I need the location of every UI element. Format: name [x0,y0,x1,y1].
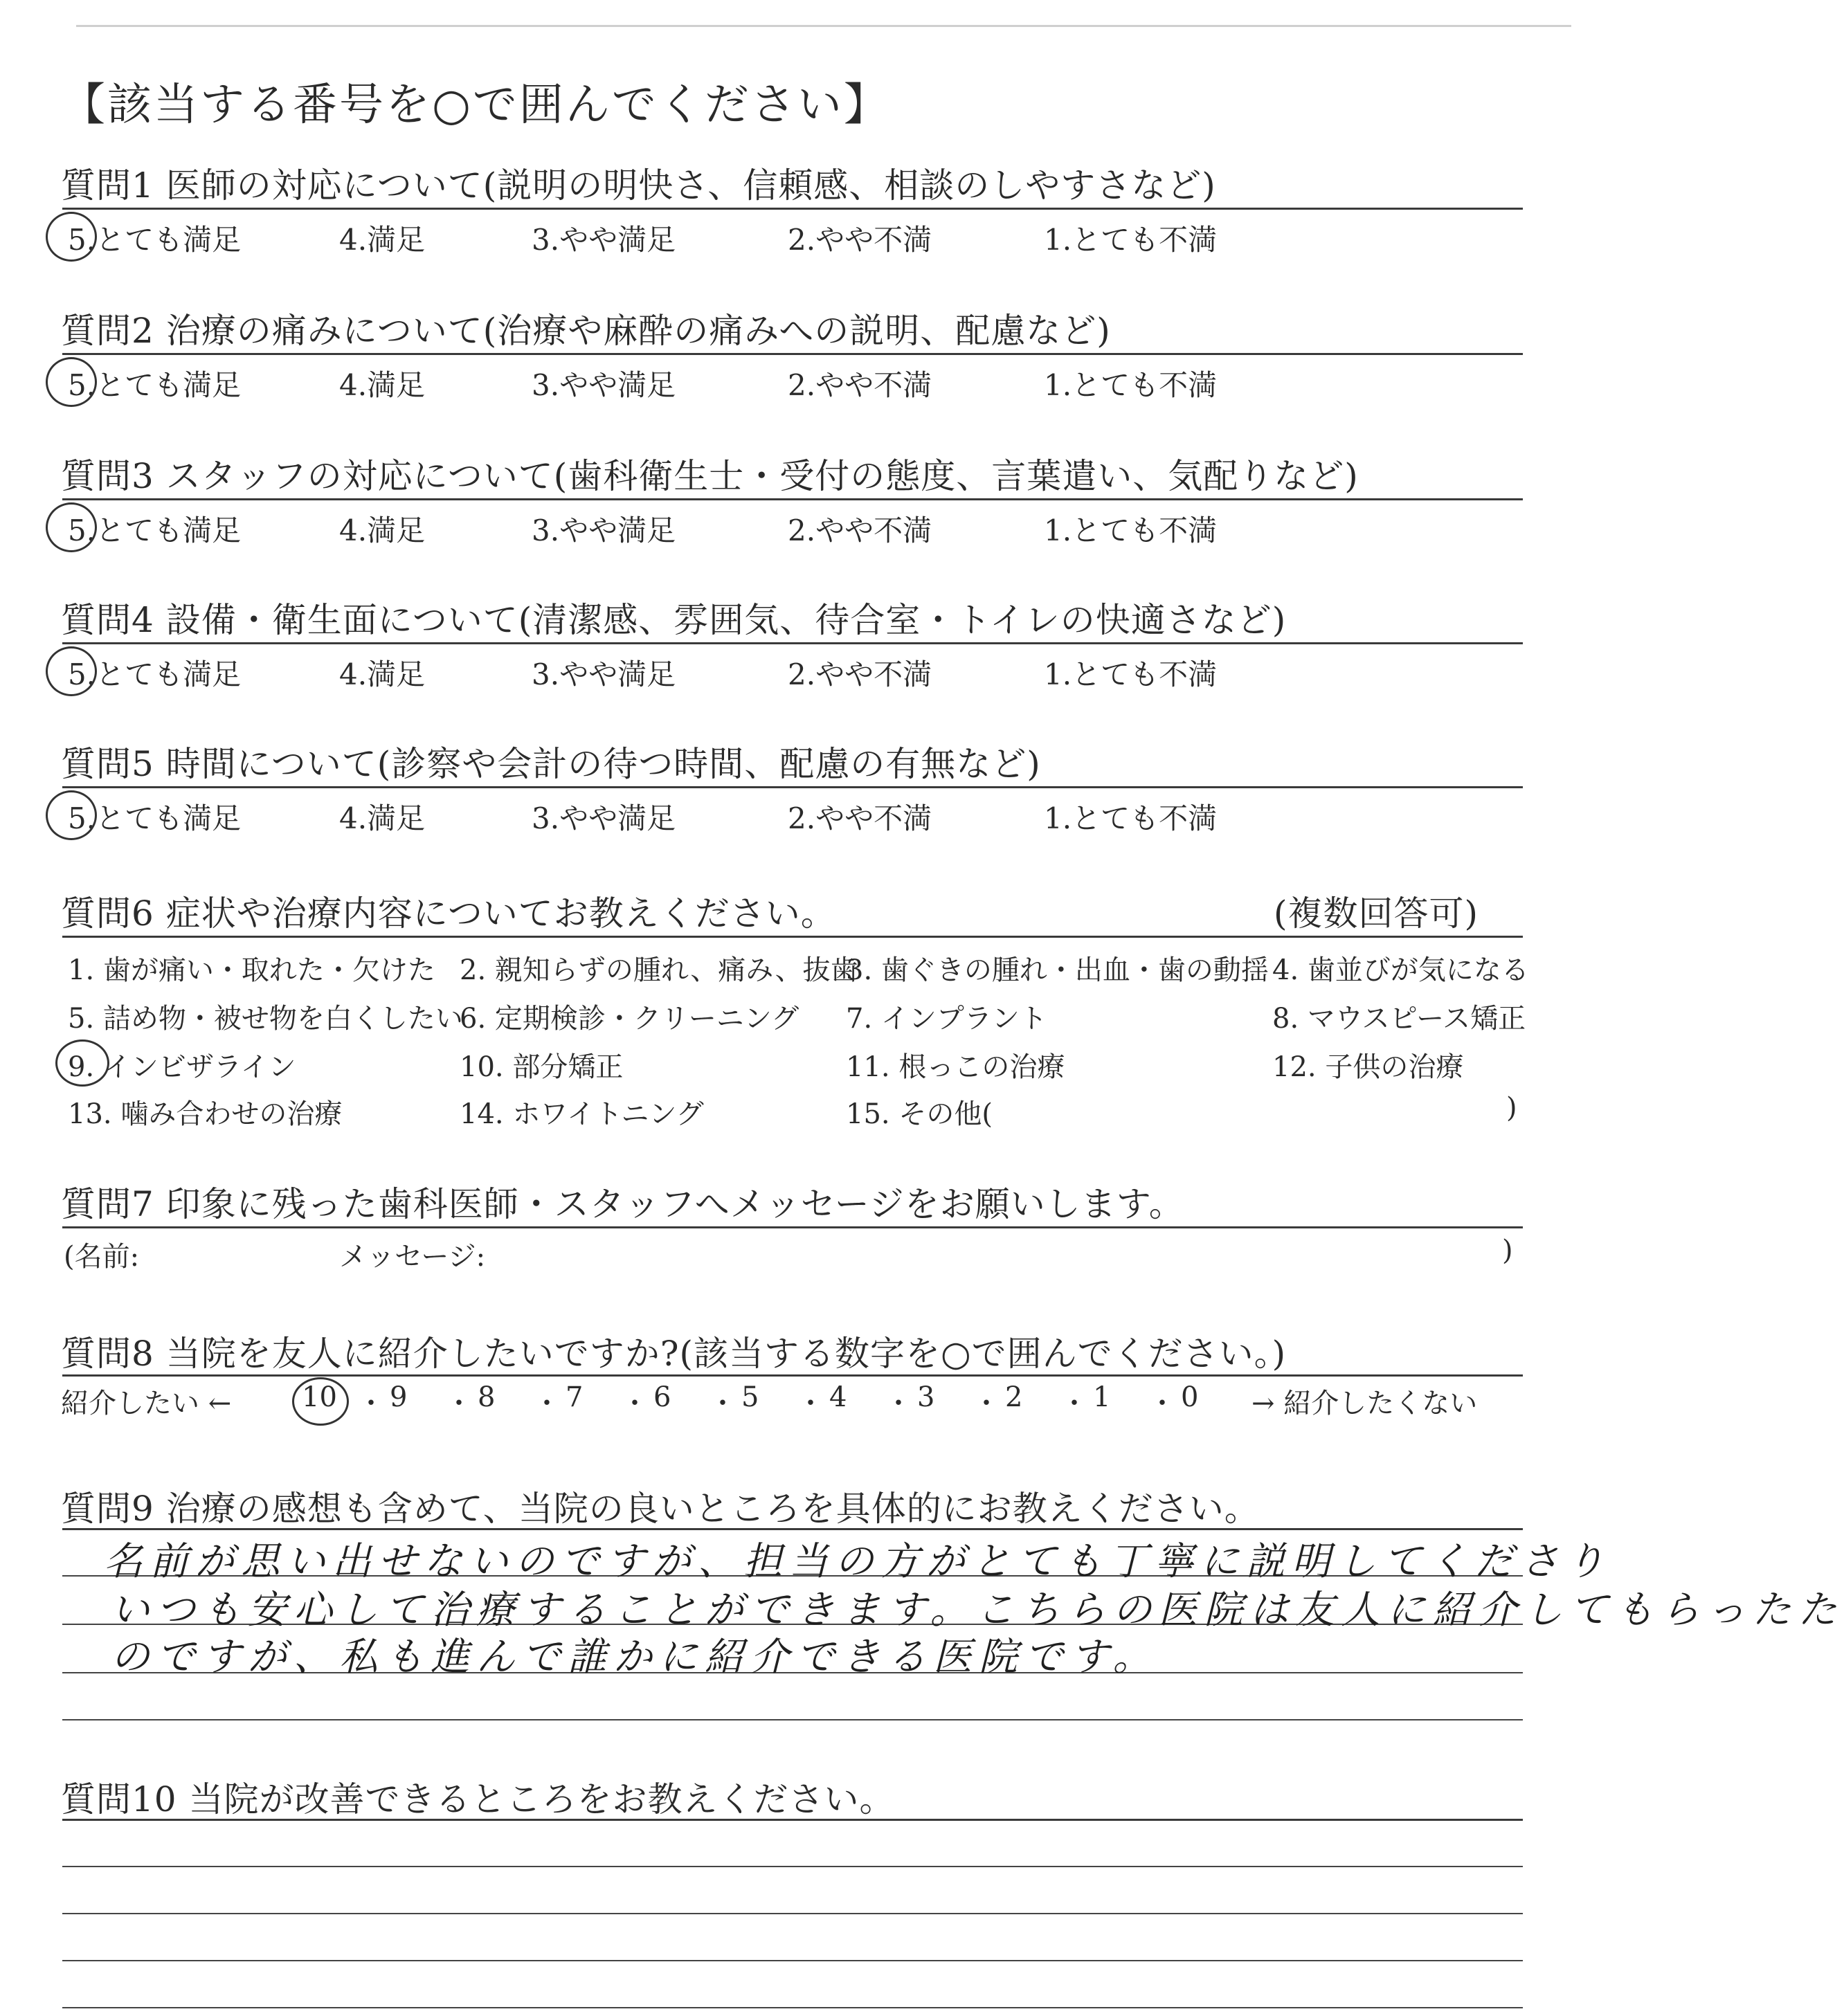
q5-option-3[interactable]: 3.やや満足 [532,801,676,835]
q7-message-label: メッセージ: [339,1241,486,1273]
q1-option-4[interactable]: 4.満足 [339,223,426,257]
q8-scale-9[interactable]: 9 [390,1381,408,1413]
q10-writing-line-3 [62,1960,1523,1961]
q6-option-5[interactable]: 5. 詰め物・被せ物を白くしたい [68,1003,463,1035]
q4-rule [62,642,1523,644]
q2-rule [62,353,1523,355]
q6-option-10[interactable]: 10. 部分矯正 [460,1051,624,1083]
q1-option-2[interactable]: 2.やや不満 [788,223,932,257]
q7-name-label: (名前: [64,1241,140,1273]
q9-rule [62,1528,1523,1530]
q5-option-1[interactable]: 1.とても不満 [1044,801,1218,835]
q8-scale-8[interactable]: 8 [478,1381,496,1413]
q6-rule [62,936,1523,938]
q5-option-5[interactable]: 5.とても満足 [68,801,242,835]
q8-scale-10[interactable]: 10 [302,1381,337,1413]
q7-rule [62,1226,1523,1228]
q5-option-4[interactable]: 4.満足 [339,801,426,835]
q8-scale-separator: ・ [709,1388,736,1419]
q8-scale-separator: ・ [445,1388,473,1419]
q2-selected-circle [46,357,97,407]
q3-option-2[interactable]: 2.やや不満 [788,514,932,547]
q6-option-11[interactable]: 11. 根っこの治療 [846,1051,1065,1083]
q8-scale-0[interactable]: 0 [1181,1381,1199,1413]
q8-scale-separator: ・ [973,1388,1000,1419]
q10-rule [62,1819,1523,1821]
q8-scale-3[interactable]: 3 [917,1381,935,1413]
q4-option-1[interactable]: 1.とても不満 [1044,657,1218,691]
q1-selected-circle [46,212,97,262]
q4-option-3[interactable]: 3.やや満足 [532,657,676,691]
page-title: 【該当する番号を○で囲んでください】 [61,80,890,131]
q1-option-5[interactable]: 5.とても満足 [68,223,242,257]
q5-option-2[interactable]: 2.やや不満 [788,801,932,835]
q6-option-13[interactable]: 13. 噛み合わせの治療 [68,1098,343,1130]
q6-note: (複数回答可) [1274,893,1479,934]
q8-scale-2[interactable]: 2 [1005,1381,1023,1413]
q8-right-label: → 紹介したくない [1251,1388,1478,1419]
q6-option-7[interactable]: 7. インプラント [846,1003,1047,1035]
q10-writing-line-1 [62,1866,1523,1867]
q2-title: 質問2 治療の痛みについて(治療や麻酔の痛みへの説明、配慮など) [61,311,1111,351]
q6-option-1[interactable]: 1. 歯が痛い・取れた・欠けた [68,954,435,986]
q6-title: 質問6 症状や治療内容についてお教えください。 [61,893,836,934]
q3-option-1[interactable]: 1.とても不満 [1044,514,1218,547]
q4-title: 質問4 設備・衛生面について(清潔感、雰囲気、待合室・トイレの快適さなど) [61,600,1287,640]
q1-rule [62,208,1523,210]
q9-answer-line-1: 名前が思い出せないのですが、担当の方がとても丁寧に説明してくださり [104,1539,1611,1584]
q2-option-1[interactable]: 1.とても不満 [1044,368,1218,402]
q8-scale-separator: ・ [1148,1388,1176,1419]
q2-option-2[interactable]: 2.やや不満 [788,368,932,402]
q3-option-4[interactable]: 4.満足 [339,514,426,547]
q10-writing-line-2 [62,1913,1523,1914]
q8-scale-separator: ・ [533,1388,561,1419]
q9-answer-line-2: いつも安心して治療することができます。こちらの医院は友人に紹介してもらったた [111,1588,1844,1633]
q2-option-3[interactable]: 3.やや満足 [532,368,676,402]
q8-scale-5[interactable]: 5 [741,1381,759,1413]
q3-option-5[interactable]: 5.とても満足 [68,514,242,547]
q3-rule [62,498,1523,500]
q8-scale-1[interactable]: 1 [1093,1381,1111,1413]
q8-scale-separator: ・ [1060,1388,1088,1419]
top-border [76,25,1571,27]
q5-selected-circle [46,790,97,840]
q6-option-4[interactable]: 4. 歯並びが気になる [1272,954,1529,986]
q6-option-6[interactable]: 6. 定期検診・クリーニング [460,1003,799,1035]
q8-scale-4[interactable]: 4 [829,1381,847,1413]
q9-answer-line-3: のですが、私も進んで誰かに紹介できる医院です。 [111,1635,1159,1680]
q8-scale-separator: ・ [621,1388,649,1419]
q8-scale-6[interactable]: 6 [653,1381,671,1413]
q9-writing-line-4 [62,1719,1523,1720]
q8-left-label: 紹介したい ← [61,1388,232,1419]
q6-option-12[interactable]: 12. 子供の治療 [1272,1051,1464,1083]
q3-option-3[interactable]: 3.やや満足 [532,514,676,547]
q10-writing-line-4 [62,2007,1523,2008]
q4-option-4[interactable]: 4.満足 [339,657,426,691]
q5-rule [62,786,1523,788]
q6-option-9[interactable]: 9. インビザライン [68,1051,296,1083]
q3-title: 質問3 スタッフの対応について(歯科衛生士・受付の態度、言葉遣い、気配りなど) [61,456,1359,496]
q4-option-5[interactable]: 5.とても満足 [68,657,242,691]
q8-selected-circle [292,1377,349,1426]
q6-option-15[interactable]: 15. その他( [846,1098,993,1130]
q6-other-close-paren: ) [1506,1092,1517,1124]
q1-option-1[interactable]: 1.とても不満 [1044,223,1218,257]
q7-close-paren: ) [1502,1235,1513,1266]
q8-title: 質問8 当院を友人に紹介したいですか?(該当する数字を○で囲んでください。) [61,1334,1287,1374]
q6-option-8[interactable]: 8. マウスピース矯正 [1272,1003,1526,1035]
q1-title: 質問1 医師の対応について(説明の明快さ、信頼感、相談のしやすさなど) [61,165,1216,206]
q5-title: 質問5 時間について(診察や会計の待つ時間、配慮の有無など) [61,744,1041,784]
q4-selected-circle [46,646,97,696]
q6-option-2[interactable]: 2. 親知らずの腫れ、痛み、抜歯 [460,954,858,986]
q8-scale-separator: ・ [885,1388,912,1419]
q2-option-4[interactable]: 4.満足 [339,368,426,402]
q9-title: 質問9 治療の感想も含めて、当院の良いところを具体的にお教えください。 [61,1489,1260,1529]
q6-option-3[interactable]: 3. 歯ぐきの腫れ・出血・歯の動揺 [846,954,1269,986]
q2-option-5[interactable]: 5.とても満足 [68,368,242,402]
q4-option-2[interactable]: 2.やや不満 [788,657,932,691]
q7-title: 質問7 印象に残った歯科医師・スタッフへメッセージをお願いします。 [61,1184,1184,1224]
q8-scale-separator: ・ [357,1388,385,1419]
q8-scale-separator: ・ [797,1388,824,1419]
q1-option-3[interactable]: 3.やや満足 [532,223,676,257]
q10-title: 質問10 当院が改善できるところをお教えください。 [61,1779,895,1819]
q3-selected-circle [46,502,97,552]
q8-rule [62,1374,1523,1377]
q6-option-14[interactable]: 14. ホワイトニング [460,1098,704,1130]
q8-scale-7[interactable]: 7 [566,1381,584,1413]
q6-selected-circle [55,1039,109,1087]
